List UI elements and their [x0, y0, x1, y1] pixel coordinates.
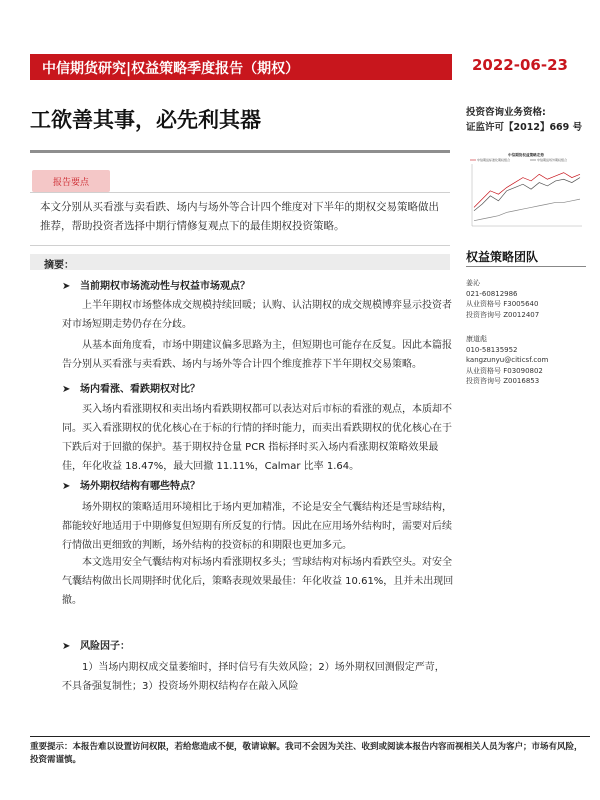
- qualification-line2: 证监许可【2012】669 号: [466, 122, 583, 133]
- summary-text: 本文分别从买看涨与卖看跌、场内与场外等合计四个维度对下半年的期权交易策略做出推荐，帮助投资者选择中期行情修复观点下的最佳期权投资策略。: [40, 201, 439, 232]
- arrow-bullet-icon: ➤: [62, 481, 71, 492]
- section-heading: ➤ 场内看涨、看跌期权对比？: [62, 384, 200, 395]
- analyst-name: 康道彪: [466, 335, 487, 343]
- footer-disclaimer: 重要提示：本报告难以设置访问权限，若给您造成不便，敬请谅解。我司不会因为关注、收到或阅读本报告内容而视相关人员为客户；市场有风险，投资需谨慎。: [30, 742, 583, 765]
- summary-box: [30, 192, 450, 246]
- analyst-card-1: [466, 278, 596, 320]
- team-title: 权益策略团队: [466, 250, 539, 264]
- header-title: 中信期货研究|权益策略季度报告（期权）: [42, 61, 300, 77]
- chart-series-line-2: [474, 178, 580, 211]
- summary-tab-label: 报告要点: [52, 178, 89, 188]
- section-paragraph: 从基本面角度看，市场中期建议偏多思路为主，但短期也可能存在反复。因此本篇报告分别从买看涨与卖看跌、场内与场外等合计四个维度推荐下半年期权交易策略。: [62, 340, 452, 370]
- legend-label-1: 中信期货标准化期权组合: [477, 158, 511, 162]
- analyst-name: 姜沁: [466, 279, 480, 287]
- report-date: 2022-06-23: [472, 56, 568, 74]
- footer-divider: [30, 736, 590, 737]
- header-bar: [30, 54, 452, 80]
- section-heading: ➤ 当前期权市场流动性与权益市场观点？: [62, 281, 250, 292]
- analyst-phone: 010-58135952: [466, 345, 518, 354]
- arrow-bullet-icon: ➤: [62, 384, 71, 395]
- analyst-license: 投资咨询号 Z0012407: [466, 310, 540, 319]
- arrow-bullet-icon: ➤: [62, 641, 71, 652]
- risk-heading: ➤ 风险因子：: [62, 641, 130, 652]
- legend-label-2: 中信期货场外期权组合: [537, 158, 568, 162]
- performance-chart: [466, 150, 586, 230]
- chart-title: 中信期货权益策略走势: [508, 153, 544, 157]
- section-heading: ➤ 场外期权结构有哪些特点？: [62, 481, 200, 492]
- analyst-license: 投资咨询号 Z0016853: [466, 377, 540, 385]
- qualification-block: [466, 105, 596, 135]
- analyst-license: 从业资格号 F03090802: [466, 366, 543, 375]
- summary-tab: [32, 170, 110, 192]
- section-paragraph: 本文选用安全气囊结构对标场内看涨期权多头；雪球结构对标场内看跌空头。对安全气囊结构做出长周期择时优化后，策略表现效果最佳：年化收益 10.61%，且并未出现回撤。: [62, 557, 454, 606]
- analyst-phone: 021-60812986: [466, 289, 518, 298]
- qualification-line1: 投资咨询业务资格:: [466, 107, 546, 118]
- abstract-label-bar: [30, 254, 450, 270]
- chart-series-group: [474, 173, 580, 221]
- analyst-card-2: [466, 334, 596, 387]
- section-paragraph: 买入场内看涨期权和卖出场内看跌期权都可以表达对后市标的看涨的观点，本质却不同。买入看涨期权的优化核心在于标的行情的择时能力，而卖出看跌期权的优化核心在于下跌后对于回撤的保护。基于期权持仓量 PCR 指标择时买入场内看涨期权策略效果最佳，年化收益 18.47%，最大回撤 11.11%，Calmar 比率 1.64。: [62, 404, 452, 472]
- arrow-bullet-icon: ➤: [62, 281, 71, 292]
- chart-series-line-3: [474, 199, 580, 221]
- abstract-label: 摘要：: [44, 260, 74, 271]
- title-divider: [30, 150, 450, 153]
- section-paragraph: 场外期权的策略适用环境相比于场内更加精准，不论是安全气囊结构还是雪球结构，都能较好地适用于中期修复但短期有所反复的行情。因此在应用场外结构时，需要对后续行情做出更细致的判断，场外结构的投资标的和期限也更加多元。: [62, 502, 452, 551]
- team-divider: [466, 266, 586, 267]
- section-paragraph: 上半年期权市场整体成交规模持续回暖；认购、认沽期权的成交规模博弈显示投资者对市场短期走势仍存在分歧。: [62, 300, 452, 330]
- report-title: 工欲善其事，必先利其器: [30, 108, 261, 132]
- analyst-license: 从业资格号 F3005640: [466, 300, 539, 308]
- analyst-email: kangzunyu@citicsf.com: [466, 356, 549, 364]
- risk-text: 1）当场内期权成交量萎缩时，择时信号有失效风险；2）场外期权回测假定严苛，不具备强复制性；3）投资场外期权结构存在敲入风险: [62, 662, 445, 692]
